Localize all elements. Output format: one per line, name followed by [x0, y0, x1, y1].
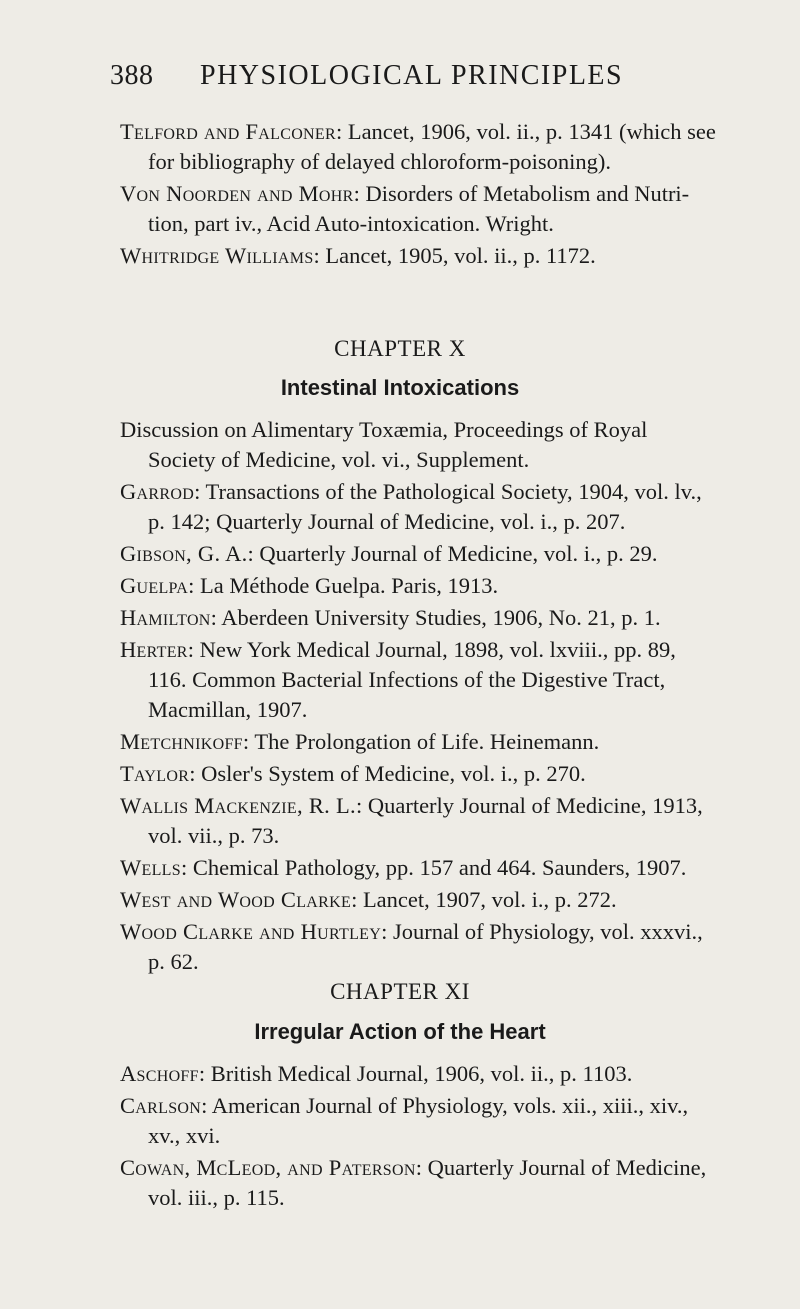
reference-author: Garrod	[120, 479, 195, 504]
reference-entry	[120, 759, 720, 789]
reference-author: Carlson	[120, 1093, 202, 1118]
page-number: 388	[110, 60, 154, 91]
reference-author: Gibson, G. A.	[120, 541, 248, 566]
reference-text: : Lancet, 1905, vol. ii., p. 1172.	[313, 243, 596, 268]
reference-author: Guelpa	[120, 573, 189, 598]
reference-text: : Disorders of Metabolism and Nutri-tion, part iv., Acid Auto-intoxication. Wright.	[148, 181, 690, 236]
chapter-x-title: Intestinal Intoxications	[280, 375, 520, 400]
reference-text: : British Medical Journal, 1906, vol. ii., p. 1103.	[198, 1061, 633, 1086]
reference-entry	[120, 1091, 720, 1151]
reference-entry	[120, 727, 720, 757]
reference-text: : Lancet, 1906, vol. ii., p. 1341 (which see for bibliography of delayed chloroform-poisoning).	[148, 119, 716, 174]
reference-author: Wells	[120, 855, 181, 880]
reference-text: : Lancet, 1907, vol. i., p. 272.	[351, 887, 617, 912]
chapter-x-references	[120, 415, 720, 979]
reference-entry	[120, 635, 720, 725]
reference-entry	[120, 539, 720, 569]
reference-entry	[120, 791, 720, 851]
reference-entry	[120, 885, 720, 915]
reference-text: : Quarterly Journal of Medicine, 1913, vol. vii., p. 73.	[148, 793, 703, 848]
reference-text: : New York Medical Journal, 1898, vol. lxviii., pp. 89, 116. Common Bacterial Infections of the Digestive Tract, Macmillan, 1907.	[148, 637, 676, 722]
reference-text: : The Prolongation of Life. Heinemann.	[242, 729, 600, 754]
reference-entry	[120, 1153, 720, 1213]
reference-author: Hamilton	[120, 605, 211, 630]
reference-text: : Aberdeen University Studies, 1906, No. 21, p. 1.	[210, 605, 661, 630]
reference-author: Wallis Mackenzie, R. L.	[120, 793, 356, 818]
chapter-xi-references	[120, 1059, 720, 1215]
reference-text: : Quarterly Journal of Medicine, vol. iii., p. 115.	[148, 1155, 707, 1210]
reference-text: : Quarterly Journal of Medicine, vol. i., p. 29.	[247, 541, 658, 566]
reference-author: Metchnikoff	[120, 729, 243, 754]
chapter-xi-title: Irregular Action of the Heart	[254, 1019, 546, 1044]
running-head	[0, 60, 800, 100]
reference-text: : Journal of Physiology, vol. xxxvi., p. 62.	[148, 919, 703, 974]
chapter-xi-number: CHAPTER XI	[330, 979, 470, 1004]
reference-entry	[120, 917, 720, 977]
reference-text: Discussion on Alimentary Toxæmia, Proceedings of Royal Society of Medicine, vol. vi., Supplement.	[120, 417, 648, 472]
reference-text: : Osler's System of Medicine, vol. i., p. 270.	[189, 761, 586, 786]
reference-text: : Transactions of the Pathological Society, 1904, vol. lv., p. 142; Quarterly Journal of Medicine, vol. i., p. 207.	[148, 479, 702, 534]
reference-author: Von Noorden and Mohr	[120, 181, 354, 206]
reference-entry	[120, 477, 720, 537]
reference-author: Taylor	[120, 761, 190, 786]
reference-text: : American Journal of Physiology, vols. xii., xiii., xiv., xv., xvi.	[148, 1093, 689, 1148]
reference-text: : La Méthode Guelpa. Paris, 1913.	[188, 573, 499, 598]
reference-author: Whitridge Williams	[120, 243, 314, 268]
reference-author: West and Wood Clarke	[120, 887, 352, 912]
reference-author: Aschoff	[120, 1061, 199, 1086]
reference-author: Wood Clarke and Hurtley	[120, 919, 382, 944]
reference-author: Telford and Falconer	[120, 119, 336, 144]
reference-entry	[120, 603, 720, 633]
reference-author: Herter	[120, 637, 188, 662]
reference-entry	[120, 853, 720, 883]
reference-entry	[120, 241, 720, 271]
reference-text: : Chemical Pathology, pp. 157 and 464. Saunders, 1907.	[180, 855, 687, 880]
chapter-x-number: CHAPTER X	[334, 336, 466, 361]
references-continued	[120, 117, 720, 273]
reference-author: Cowan, McLeod, and Paterson	[120, 1155, 416, 1180]
reference-entry	[120, 179, 720, 239]
reference-entry	[120, 1059, 720, 1089]
reference-entry	[120, 117, 720, 177]
reference-entry	[120, 415, 720, 475]
running-title: PHYSIOLOGICAL PRINCIPLES	[200, 60, 624, 91]
reference-entry	[120, 571, 720, 601]
